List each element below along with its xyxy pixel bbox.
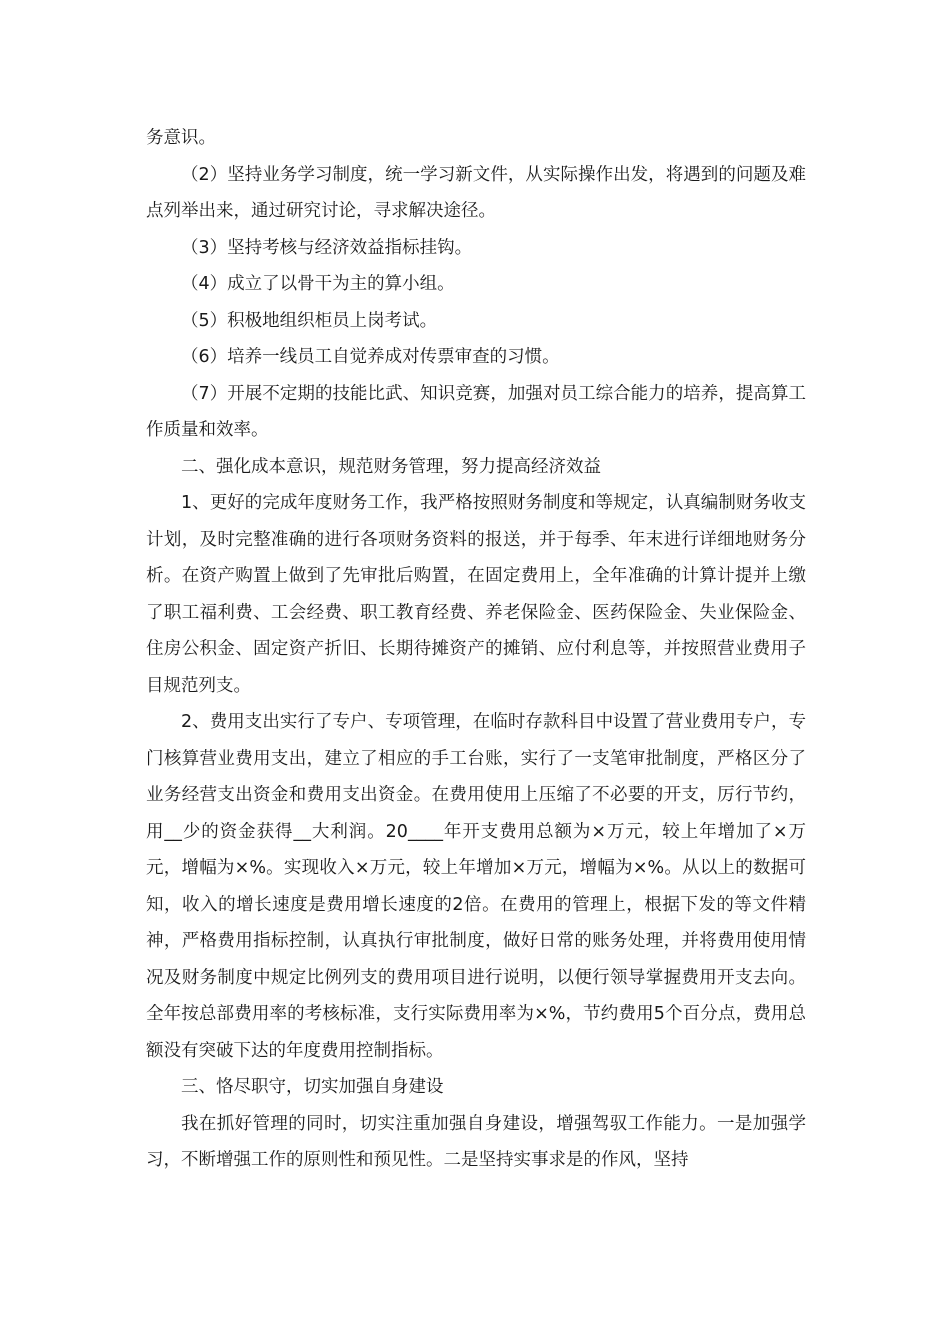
- paragraph-finance-1: 1、更好的完成年度财务工作，我严格按照财务制度和等规定，认真编制财务收支计划，及时完整准确的进行各项财务资料的报送，并于每季、年末进行详细地财务分析。在资产购置上做到了先审批后购置，在固定费用上，全年准确的计算计提并上缴了职工福利费、工会经费、职工教育经费、养老保险金、医药保险金、失业保险金、住房公积金、固定资产折旧、长期待摊资产的摊销、应付利息等，并按照营业费用子目规范列支。: [146, 493, 806, 696]
- paragraph-finance-2: 2、费用支出实行了专户、专项管理，在临时存款科目中设置了营业费用专户，专门核算营业费用支出，建立了相应的手工台账，实行了一支笔审批制度，严格区分了业务经营支出资金和费用支出资金。在费用使用上压缩了不必要的开支，厉行节约，用__少的资金获得__大利润。20____年开支费用总额为×万元，较上年增加了×万元，增幅为×%。实现收入×万元，较上年增加×万元，增幅为×%。从以上的数据可知，收入的增长速度是费用增长速度的2倍。在费用的管理上，根据下发的等文件精神，严格费用指标控制，认真执行审批制度，做好日常的账务处理，并将费用使用情况及财务制度中规定比例列支的费用项目进行说明，以便行领导掌握费用开支去向。全年按总部费用率的考核标准，支行实际费用率为×%，节约费用5个百分点，费用总额没有突破下达的年度费用控制指标。: [146, 712, 806, 1061]
- paragraph-item-3: （3）坚持考核与经济效益指标挂钩。: [181, 237, 473, 258]
- paragraph-continuation: 务意识。: [146, 128, 216, 148]
- paragraph-self-building: 我在抓好管理的同时，切实注重加强自身建设，增强驾驭工作能力。一是加强学习，不断增强工作的原则性和预见性。二是坚持实事求是的作风，坚持: [146, 1113, 806, 1170]
- section-heading-3: 三、恪尽职守，切实加强自身建设: [181, 1077, 444, 1097]
- paragraph-item-5: （5）积极地组织柜员上岗考试。: [181, 310, 438, 331]
- paragraph-item-2: （2）坚持业务学习制度，统一学习新文件，从实际操作出发，将遇到的问题及难点列举出来，通过研究讨论，寻求解决途径。: [146, 164, 806, 221]
- paragraph-item-7: （7）开展不定期的技能比武、知识竞赛，加强对员工综合能力的培养，提高算工作质量和效率。: [146, 383, 806, 440]
- document-body: [146, 120, 806, 1179]
- section-heading-2: 二、强化成本意识，规范财务管理，努力提高经济效益: [181, 456, 601, 477]
- paragraph-item-6: （6）培养一线员工自觉养成对传票审查的习惯。: [181, 347, 560, 367]
- paragraph-item-4: （4）成立了以骨干为主的算小组。: [181, 274, 455, 294]
